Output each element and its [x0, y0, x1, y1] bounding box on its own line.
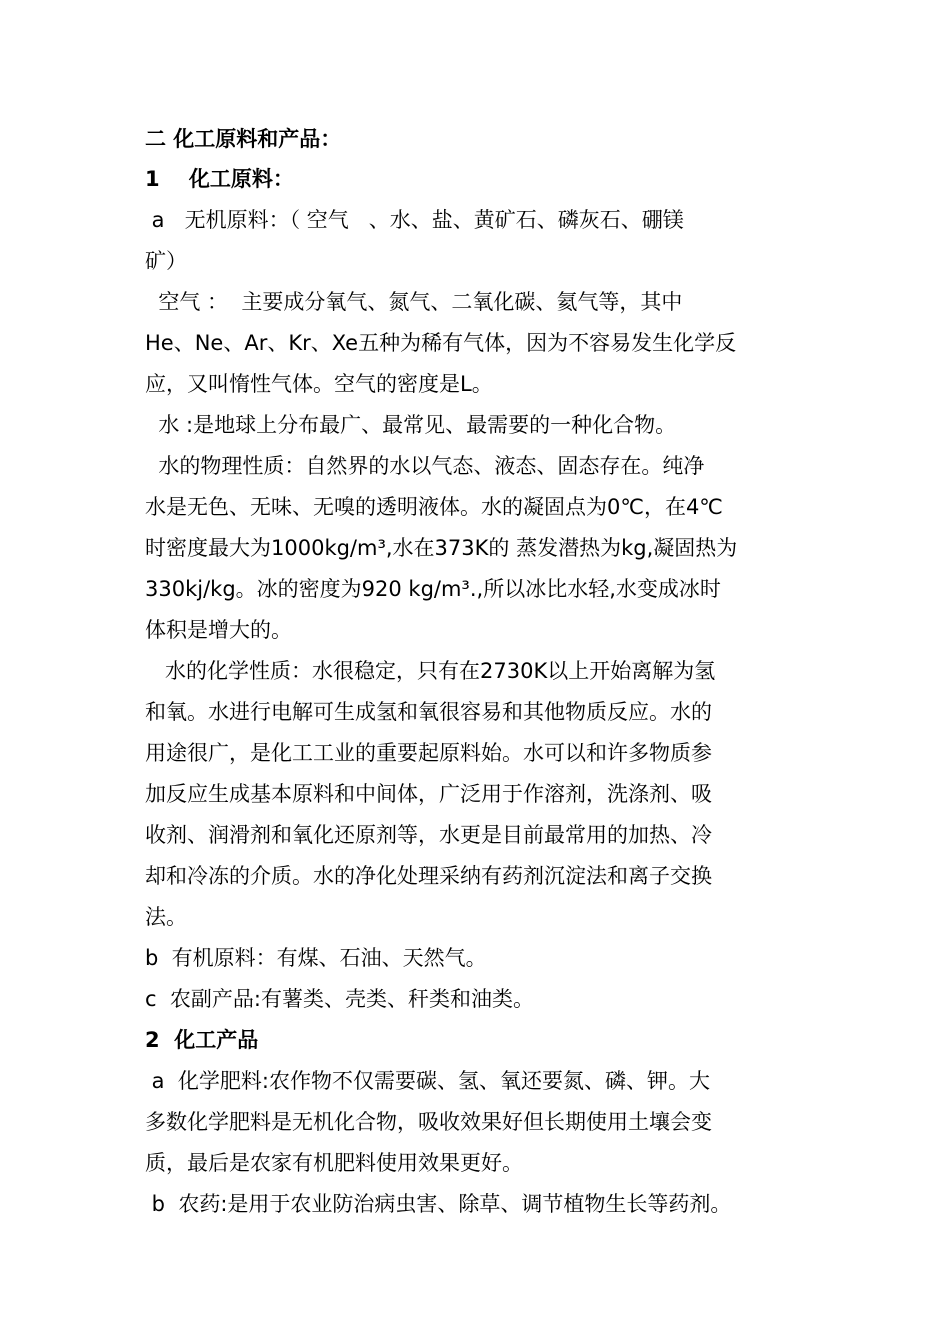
- paragraph-line: He、Ne、Ar、Kr、Xe五种为稀有气体，因为不容易发生化学反: [145, 331, 737, 355]
- paragraph-line: 水是无色、无味、无嗅的透明液体。水的凝固点为0℃，在4℃: [145, 495, 723, 519]
- subsection-heading-raw-materials: 1 化工原料：: [145, 167, 294, 191]
- paragraph-line: 空气 ： 主要成分氧气、氮气、二氧化碳、氦气等，其中: [145, 290, 683, 314]
- paragraph-line: 水的化学性质：水很稳定，只有在2730K以上开始离解为氢: [145, 659, 716, 683]
- paragraph-line: a 无机原料：（ 空气 、水、盐、黄矿石、磷灰石、硼镁: [145, 208, 684, 232]
- paragraph-line: 质，最后是农家有机肥料使用效果更好。: [145, 1151, 523, 1175]
- paragraph-line: 水 :是地球上分布最广、最常见、最需要的一种化合物。: [145, 413, 677, 437]
- paragraph-line: 矿）: [145, 249, 187, 273]
- paragraph-line: 法。: [145, 905, 187, 929]
- paragraph-line: 收剂、润滑剂和氧化还原剂等，水更是目前最常用的加热、冷: [145, 823, 712, 847]
- paragraph-line: a 化学肥料:农作物不仅需要碳、氢、氧还要氮、磷、钾。大: [145, 1069, 710, 1093]
- paragraph-line: 和氧。水进行电解可生成氢和氧很容易和其他物质反应。水的: [145, 700, 712, 724]
- section-heading: 二 化工原料和产品：: [145, 127, 342, 151]
- paragraph-line: 加反应生成基本原料和中间体，广泛用于作溶剂，洗涤剂、吸: [145, 782, 712, 806]
- paragraph-line: 却和冷冻的介质。水的净化处理采纳有药剂沉淀法和离子交换: [145, 864, 712, 888]
- paragraph-line: 水的物理性质：自然界的水以气态、液态、固态存在。纯净: [145, 454, 705, 478]
- paragraph-line: c 农副产品:有薯类、壳类、秆类和油类。: [145, 987, 534, 1011]
- subsection-heading-products: 2 化工产品: [145, 1028, 259, 1052]
- paragraph-line: 体积是增大的。: [145, 618, 292, 642]
- paragraph-line: 时密度最大为1000kg/m³,水在373K的 蒸发潜热为kg,凝固热为: [145, 536, 738, 560]
- paragraph-line: b 农药:是用于农业防治病虫害、除草、调节植物生长等药剂。: [145, 1192, 732, 1216]
- paragraph-line: 多数化学肥料是无机化合物，吸收效果好但长期使用土壤会变: [145, 1110, 712, 1134]
- paragraph-line: 用途很广，是化工工业的重要起原料始。水可以和许多物质参: [145, 741, 712, 765]
- paragraph-line: 330kj/kg。冰的密度为920 kg/m³.,所以冰比水轻,水变成冰时: [145, 577, 721, 601]
- paragraph-line: 应，又叫惰性气体。空气的密度是L。: [145, 372, 493, 396]
- paragraph-line: b 有机原料：有煤、石油、天然气。: [145, 946, 487, 970]
